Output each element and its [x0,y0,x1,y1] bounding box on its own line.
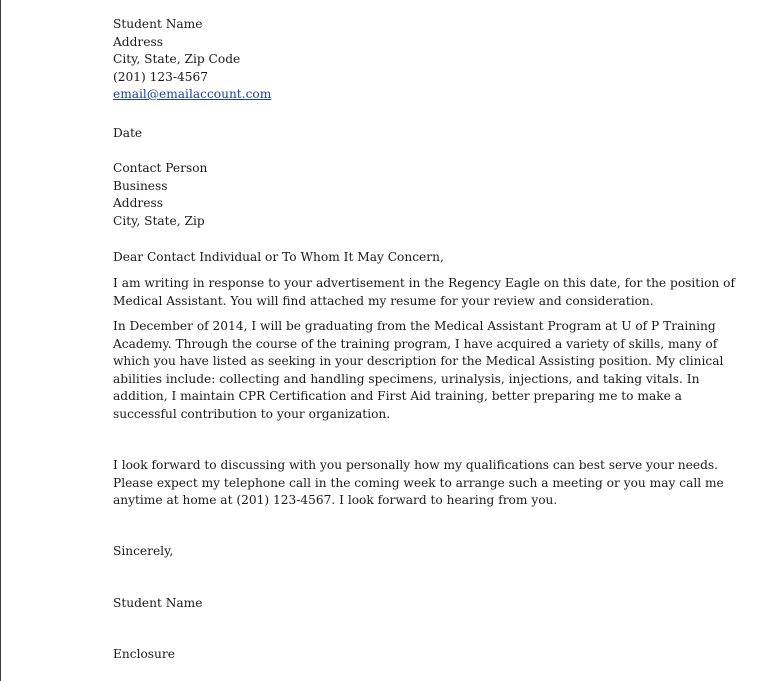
paragraph-line: anytime at home at (201) 123-4567. I look forward to hearing from you. [113,493,558,507]
signature-block [113,595,202,613]
date-block [113,125,142,143]
paragraph-line: I look forward to discussing with you personally how my qualifications can best serve your needs. [113,458,719,472]
paragraph-3 [113,457,724,510]
paragraph-line: Academy. Through the course of the training program, I have acquired a variety of skills, many of [113,336,718,351]
sender-address: Address [113,34,163,49]
enclosure-block [113,646,175,664]
closing: Sincerely, [113,544,174,558]
page-left-border [0,0,1,681]
sender-phone: (201) 123-4567 [113,69,209,84]
salutation-block [113,249,444,267]
paragraph-line: In December of 2014, I will be graduating from the Medical Assistant Program at U of P Training [113,319,716,333]
sender-block [113,16,271,104]
closing-block [113,543,173,561]
paragraph-2 [113,318,723,423]
paragraph-line: Medical Assistant. You will find attached my resume for your review and consideration. [113,293,654,308]
paragraph-line: which you have listed as seeking in your description for the Medical Assisting position. My clinical [113,354,724,368]
sender-city-state-zip: City, State, Zip Code [113,52,241,66]
salutation: Dear Contact Individual or To Whom It May Concern, [113,250,444,264]
recipient-address: Address [113,196,163,210]
paragraph-line: successful contribution to your organization. [113,406,391,421]
sender-email-link[interactable]: email@emailaccount.com [113,87,272,101]
paragraph-line: abilities include: collecting and handling specimens, urinalysis, injections, and taking vitals. In [113,371,700,386]
enclosure-note: Enclosure [113,647,175,661]
recipient-business: Business [113,178,168,193]
recipient-block [113,160,207,230]
paragraph-line: I am writing in response to your advertisement in the Regency Eagle on this date, for the position of [113,276,736,290]
recipient-contact: Contact Person [113,161,208,175]
paragraph-line: Please expect my telephone call in the coming week to arrange such a meeting or you may call me [113,475,724,490]
sender-name: Student Name [113,17,203,31]
recipient-city-state-zip: City, State, Zip [113,213,205,228]
paragraph-1 [113,275,735,310]
signature-name: Student Name [113,596,203,610]
paragraph-line: addition, I maintain CPR Certification and First Aid training, better preparing me to make a [113,389,682,403]
letter-date: Date [113,126,143,140]
